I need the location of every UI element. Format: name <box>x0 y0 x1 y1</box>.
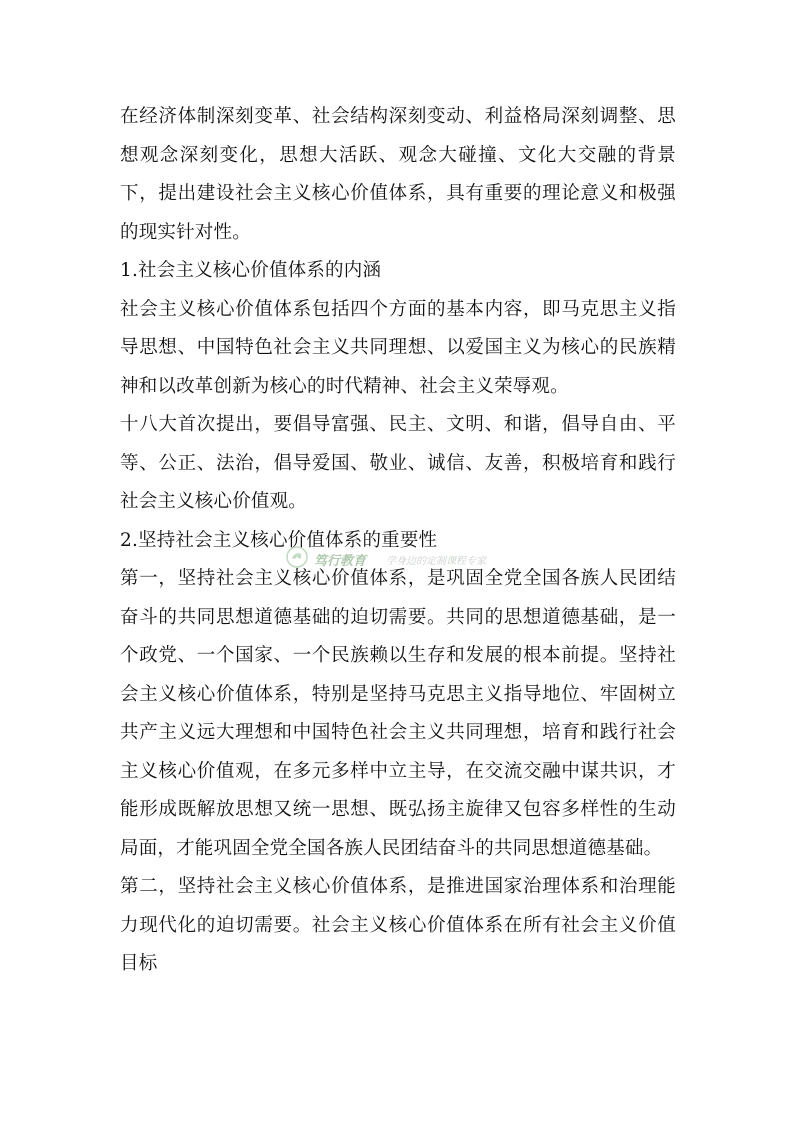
paragraph-eighteenth-congress: 十八大首次提出，要倡导富强、民主、文明、和谐，倡导自由、平等、公正、法治，倡导爱国、敬业、诚信、友善，积极培育和践行社会主义核心价值观。 <box>120 414 676 512</box>
section-heading-1: 1.社会主义核心价值体系的内涵 <box>120 260 382 281</box>
paragraph-core-values-content: 社会主义核心价值体系包括四个方面的基本内容，即马克思主义指导思想、中国特色社会主义共同理想、以爱国主义为核心的民族精神和以改革创新为核心的时代精神、社会主义荣辱观。 <box>120 298 676 397</box>
watermark-brand: 笃行教育 <box>314 553 367 569</box>
document-body <box>120 98 676 984</box>
intro-paragraph: 在经济体制深刻变革、社会结构深刻变动、利益格局深刻调整、思想观念深刻变化，思想大活跃、观念大碰撞、文化大交融的背景下，提出建设社会主义核心价值体系，具有重要的理论意义和极强的现实针对性。 <box>120 106 676 243</box>
paragraph-first-point: 第一，坚持社会主义核心价值体系，是巩固全党全国各族人民团结奋斗的共同思想道德基础的迫切需要。共同的思想道德基础，是一个政党、一个国家、一个民族赖以生存和发展的根本前提。坚持社会主义核心价值体系，特别是坚持马克思主义指导地位、牢固树立共产主义远大理想和中国特色社会主义共同理想，培育和践行社会主义核心价值观，在多元多样中立主导，在交流交融中谋共识，才能形成既解放思想又统一思想、既弘扬主旋律又包容多样性的生动局面，才能巩固全党全国各族人民团结奋斗的共同思想道德基础。 <box>120 568 676 859</box>
paragraph-second-point: 第二，坚持社会主义核心价值体系，是推进国家治理体系和治理能力现代化的迫切需要。社会主义核心价值体系在所有社会主义价值目标 <box>120 876 676 974</box>
section-heading-2: 2.坚持社会主义核心价值体系的重要性 <box>120 529 438 551</box>
watermark-slogan: 学身边的定制课程专家 <box>386 555 487 567</box>
